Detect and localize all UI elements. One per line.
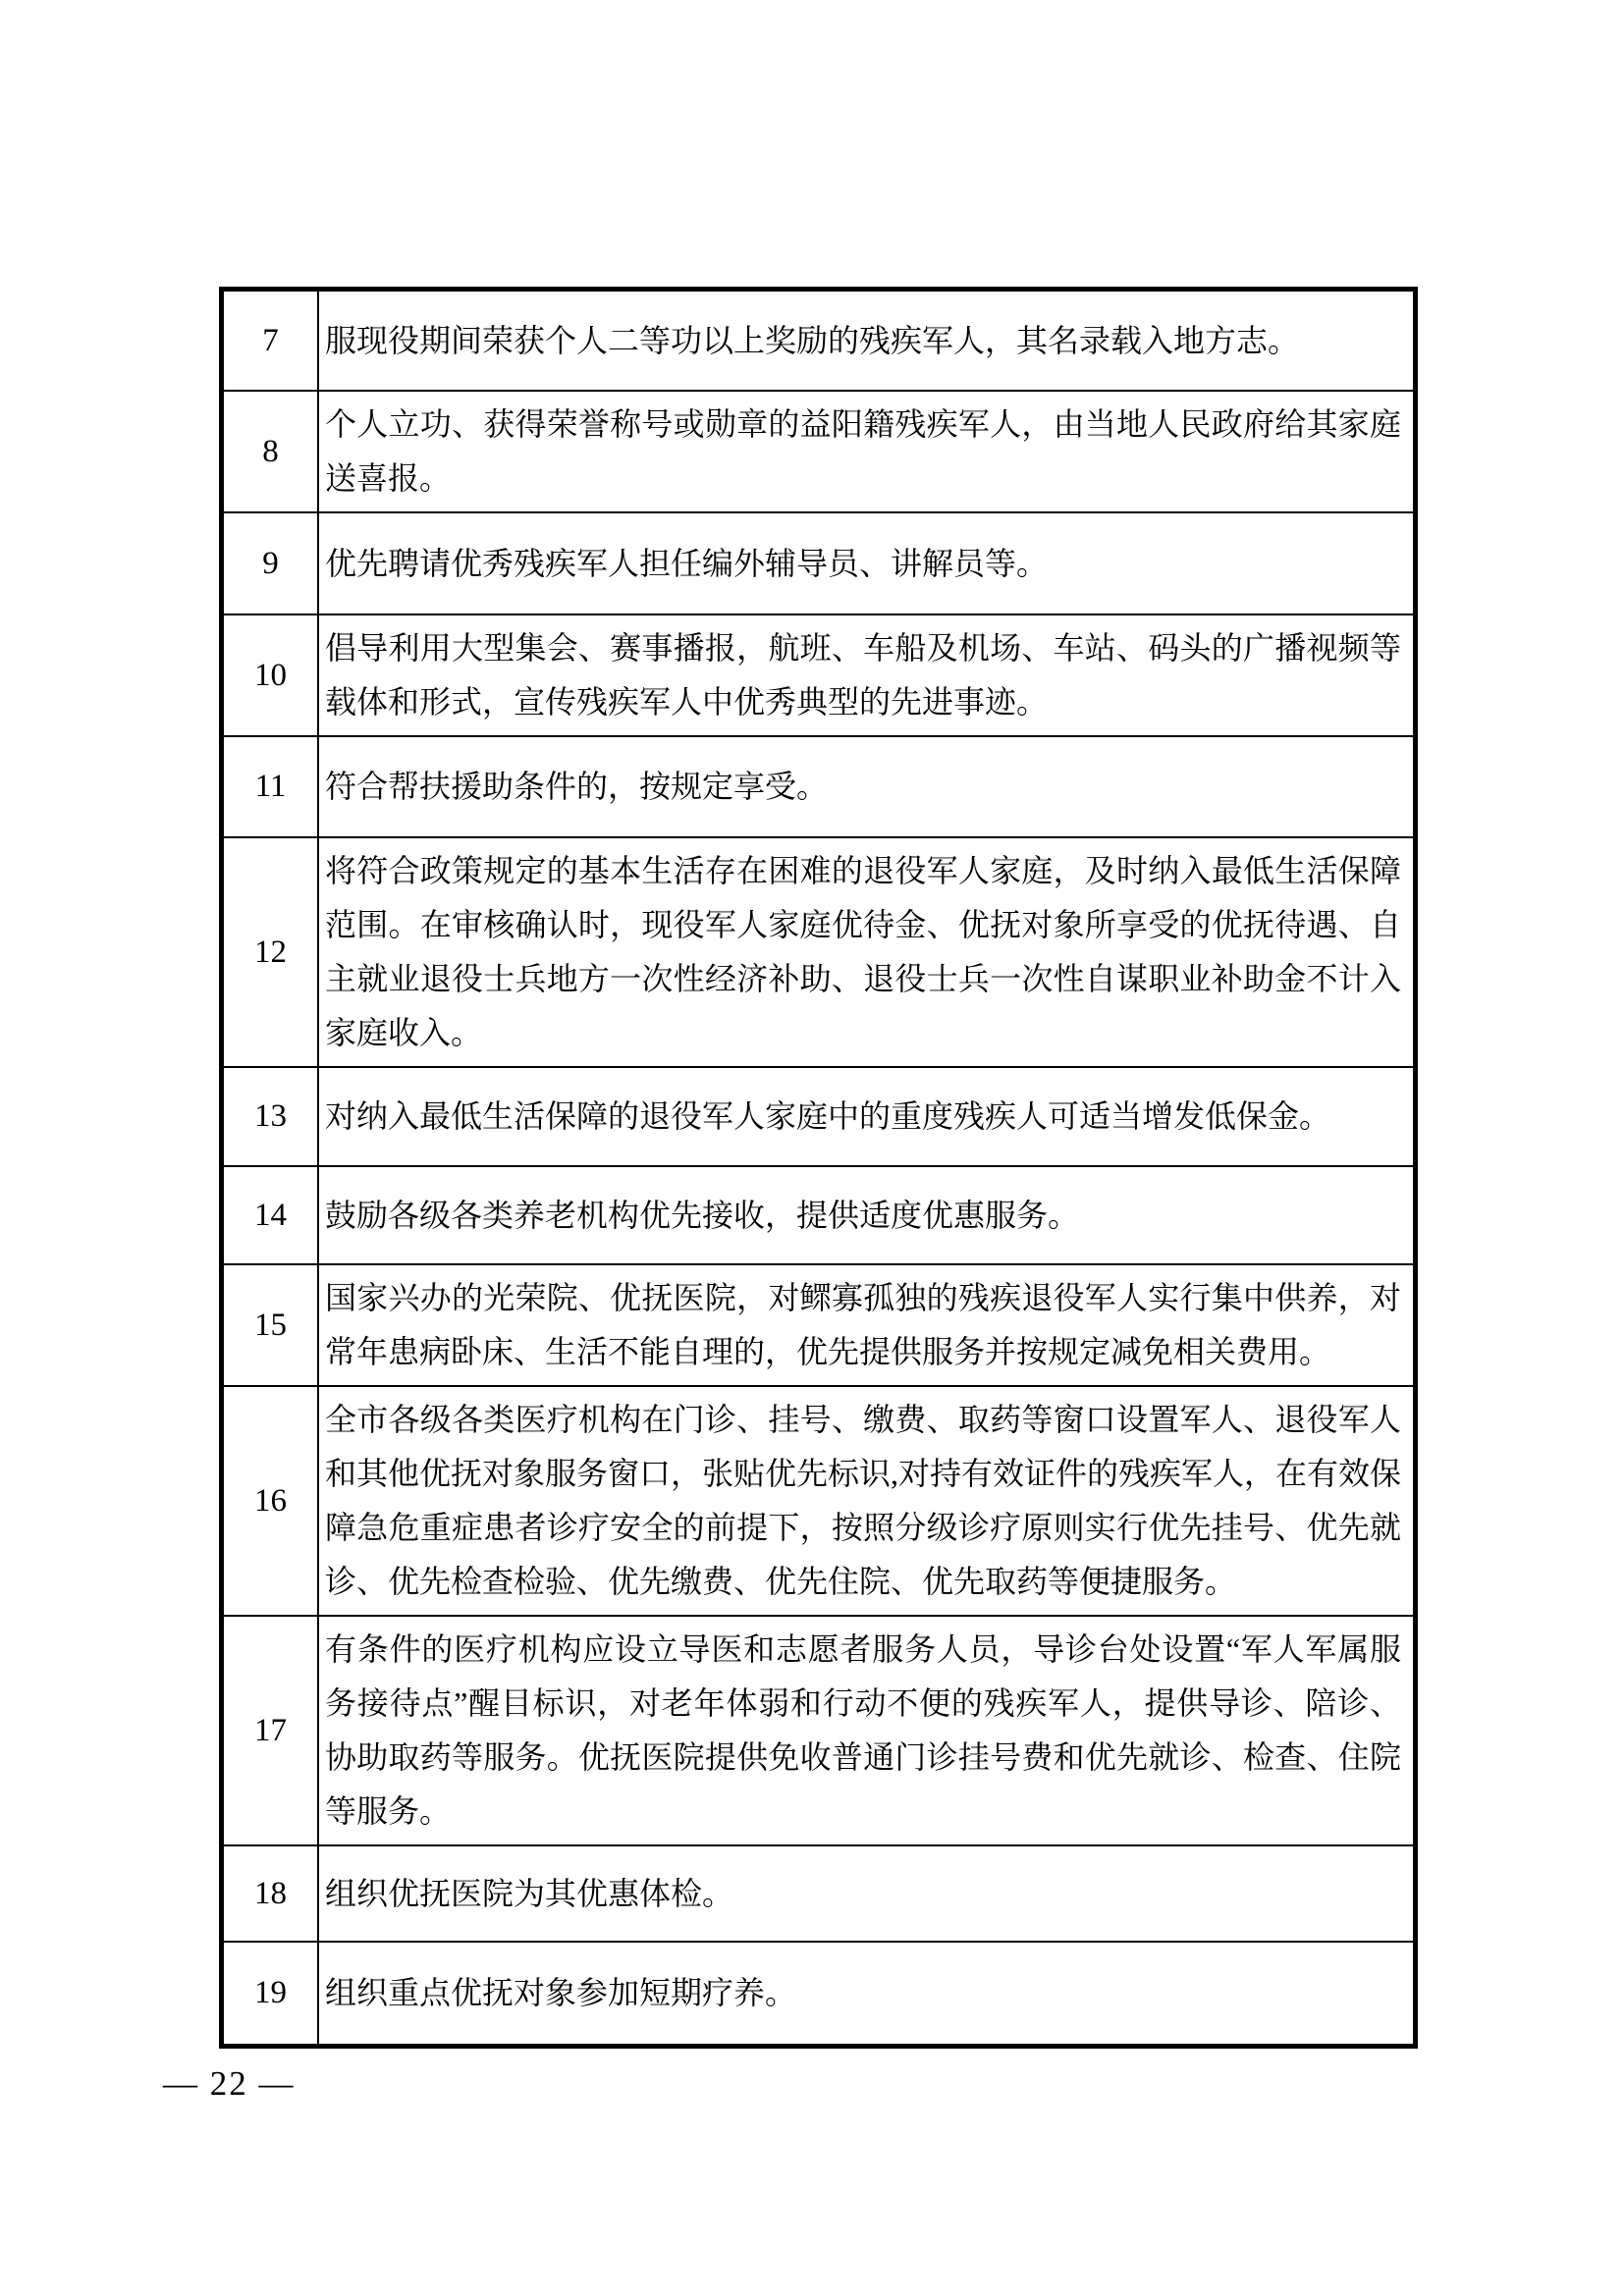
table-row: [224, 1165, 1413, 1263]
row-text: 符合帮扶援助条件的，按规定享受。: [325, 769, 829, 804]
row-number-cell: 11: [224, 737, 319, 836]
table-row: [224, 1941, 1413, 2044]
row-text-cell: [319, 838, 1413, 1066]
row-text-cell: [319, 1943, 1413, 2044]
row-number-cell: 13: [224, 1068, 319, 1165]
row-text-cell: [319, 1387, 1413, 1615]
row-text-cell: [319, 1167, 1413, 1263]
row-text: 国家兴办的光荣院、优抚医院，对鳏寡孤独的残疾退役军人实行集中供养，对常年患病卧床、生活不能自理的，优先提供服务并按规定减免相关费用。: [325, 1280, 1401, 1369]
row-text-cell: [319, 1265, 1413, 1385]
row-text: 个人立功、获得荣誉称号或勋章的益阳籍残疾军人，由当地人民政府给其家庭送喜报。: [325, 406, 1401, 496]
row-text: 有条件的医疗机构应设立导医和志愿者服务人员，导诊台处设置“军人军属服务接待点”醒目标识，对老年体弱和行动不便的残疾军人，提供导诊、陪诊、协助取药等服务。优抚医院提供免收普通门诊挂号费和优先就诊、检查、住院等服务。: [325, 1631, 1401, 1829]
row-text-cell: [319, 392, 1413, 511]
row-text: 服现役期间荣获个人二等功以上奖励的残疾军人，其名录载入地方志。: [325, 322, 1300, 358]
row-number-cell: 8: [224, 392, 319, 511]
row-text-cell: [319, 1846, 1413, 1941]
table-row: [224, 1844, 1413, 1941]
row-number-cell: 12: [224, 838, 319, 1066]
row-number-cell: 17: [224, 1617, 319, 1844]
row-text: 优先聘请优秀残疾军人担任编外辅导员、讲解员等。: [325, 545, 1049, 581]
table-row: [224, 390, 1413, 511]
table-row: [224, 1615, 1413, 1844]
row-text: 对纳入最低生活保障的退役军人家庭中的重度残疾人可适当增发低保金。: [325, 1098, 1331, 1134]
row-text: 组织重点优抚对象参加短期疗养。: [325, 1975, 797, 2010]
row-text: 组织优抚医院为其优惠体检。: [325, 1875, 734, 1911]
row-number-cell: 9: [224, 513, 319, 614]
row-number-cell: 14: [224, 1167, 319, 1263]
row-text-cell: [319, 1617, 1413, 1844]
row-number-cell: 10: [224, 615, 319, 735]
table-row: [224, 614, 1413, 735]
row-text: 将符合政策规定的基本生活存在困难的退役军人家庭，及时纳入最低生活保障范围。在审核确认时，现役军人家庭优待金、优抚对象所享受的优抚待遇、自主就业退役士兵地方一次性经济补助、退役士兵一次性自谋职业补助金不计入家庭收入。: [325, 853, 1401, 1050]
row-text-cell: [319, 737, 1413, 836]
table-row: [224, 1385, 1413, 1615]
row-number-cell: 15: [224, 1265, 319, 1385]
row-text-cell: [319, 1068, 1413, 1165]
table-row: [224, 292, 1413, 390]
row-number-cell: 18: [224, 1846, 319, 1941]
row-text-cell: [319, 513, 1413, 614]
table-row: [224, 836, 1413, 1066]
page-number: — 22 —: [163, 2064, 296, 2103]
benefits-table: [219, 287, 1418, 2049]
row-text-cell: [319, 292, 1413, 390]
table-row: [224, 511, 1413, 614]
row-number-cell: 19: [224, 1943, 319, 2044]
row-text-cell: [319, 615, 1413, 735]
table-row: [224, 1066, 1413, 1165]
row-number-cell: 16: [224, 1387, 319, 1615]
row-number-cell: 7: [224, 292, 319, 390]
table-row: [224, 735, 1413, 836]
row-text: 全市各级各类医疗机构在门诊、挂号、缴费、取药等窗口设置军人、退役军人和其他优抚对象服务窗口，张贴优先标识,对持有效证件的残疾军人，在有效保障急危重症患者诊疗安全的前提下，按照分级诊疗原则实行优先挂号、优先就诊、优先检查检验、优先缴费、优先住院、优先取药等便捷服务。: [325, 1402, 1402, 1599]
row-text: 倡导利用大型集会、赛事播报，航班、车船及机场、车站、码头的广播视频等载体和形式，宣传残疾军人中优秀典型的先进事迹。: [325, 630, 1401, 720]
table-row: [224, 1263, 1413, 1385]
row-text: 鼓励各级各类养老机构优先接收，提供适度优惠服务。: [325, 1197, 1080, 1233]
